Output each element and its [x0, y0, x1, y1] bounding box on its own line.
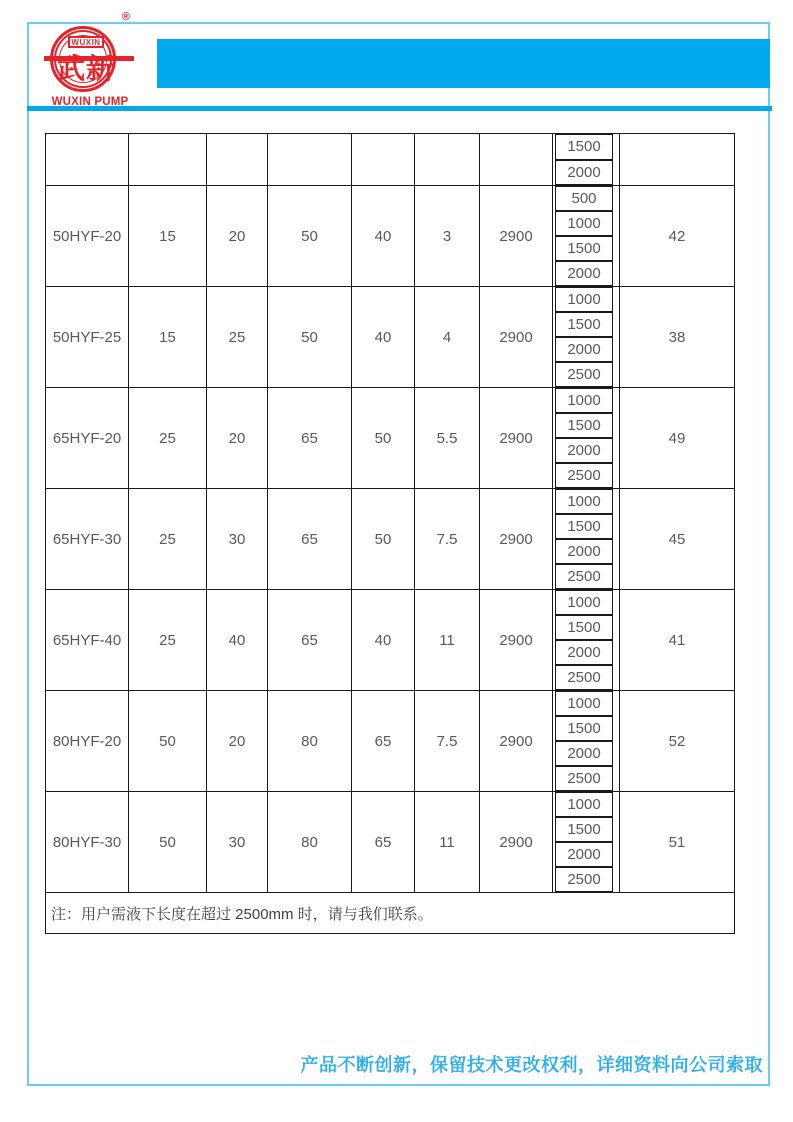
cell-value [129, 134, 207, 185]
cell-depths [553, 590, 620, 690]
cell-model: 80HYF-20 [46, 691, 129, 791]
cell-value [415, 134, 480, 185]
depth-sub-cell: 2000 [555, 539, 613, 564]
depth-sub-cell: 1500 [555, 514, 613, 539]
depth-sub-cell: 2000 [555, 337, 613, 362]
cell-model: 65HYF-20 [46, 388, 129, 488]
cell-weight [620, 134, 734, 185]
cell-value: 2900 [480, 287, 553, 387]
cell-value: 40 [352, 590, 415, 690]
cell-depths [553, 186, 620, 286]
table-row [46, 690, 734, 791]
cell-weight: 49 [668, 429, 686, 447]
depth-sub-cell: 1000 [555, 489, 613, 514]
depth-sub-cell: 1500 [555, 615, 613, 640]
logo-wuxin-box-text: WUXIN [68, 36, 104, 48]
cell-value: 4 [415, 287, 480, 387]
cell-value: 20 [207, 186, 268, 286]
depth-sub-cell: 2000 [555, 160, 613, 186]
depth-sub-cell: 2500 [555, 665, 613, 690]
cell-value: 2900 [480, 489, 553, 589]
cell-value: 11 [415, 792, 480, 892]
depth-sub-cell: 2000 [555, 261, 613, 286]
cell-value: 50 [129, 792, 207, 892]
depth-sub-cell: 1000 [555, 211, 613, 236]
cell-value: 65 [352, 691, 415, 791]
cell-weight: 38 [668, 328, 686, 346]
footer-slogan: 产品不断创新，保留技术更改权利，详细资料向公司索取 [300, 1055, 763, 1075]
cell-value [480, 134, 553, 185]
depth-sub-cell: 2500 [555, 867, 613, 892]
depth-sub-cell: 2500 [555, 362, 613, 387]
depth-sub-cell: 2500 [555, 463, 613, 488]
cell-value: 80 [268, 691, 352, 791]
pump-spec-table [45, 133, 735, 934]
cell-model: 65HYF-30 [46, 489, 129, 589]
cell-model: 50HYF-20 [46, 186, 129, 286]
depth-sub-cell: 2000 [555, 438, 613, 463]
depth-sub-cell: 1000 [555, 388, 613, 413]
cell-model: 50HYF-25 [46, 287, 129, 387]
cell-value: 7.5 [415, 489, 480, 589]
depth-sub-cell: 2000 [555, 640, 613, 665]
wuxin-logo [46, 12, 134, 109]
cell-value: 40 [207, 590, 268, 690]
cell-value: 3 [415, 186, 480, 286]
cell-value: 2900 [480, 186, 553, 286]
cell-value: 2900 [480, 388, 553, 488]
depth-sub-cell: 1500 [555, 413, 613, 438]
cell-weight: 41 [668, 631, 686, 649]
cell-weight: 45 [668, 530, 686, 548]
cell-depths [553, 792, 620, 892]
cell-weight: 42 [668, 227, 686, 245]
depth-sub-cell: 1500 [555, 312, 613, 337]
cell-value: 65 [268, 489, 352, 589]
cell-value: 25 [129, 590, 207, 690]
cell-value [352, 134, 415, 185]
cell-value: 15 [129, 186, 207, 286]
table-row [46, 589, 734, 690]
cell-value: 2900 [480, 792, 553, 892]
cell-value: 30 [207, 792, 268, 892]
depth-sub-cell: 1500 [555, 236, 613, 261]
cell-value: 25 [129, 388, 207, 488]
logo-chinese-text: 武新 [56, 53, 115, 84]
cell-value [268, 134, 352, 185]
table-row [46, 286, 734, 387]
cell-depths [553, 287, 620, 387]
depth-sub-cell: 2000 [555, 842, 613, 867]
depth-sub-cell: 1000 [555, 792, 613, 817]
cell-value: 7.5 [415, 691, 480, 791]
cell-value: 25 [207, 287, 268, 387]
cell-model [46, 134, 129, 185]
depth-sub-cell: 2500 [555, 564, 613, 589]
table-row [46, 134, 734, 185]
cell-weight: 51 [668, 833, 686, 851]
depth-sub-cell: 500 [555, 186, 613, 211]
cell-depths [553, 134, 620, 185]
cell-value: 20 [207, 388, 268, 488]
cell-value: 65 [268, 388, 352, 488]
table-note: 注：用户需液下长度在超过 2500mm 时，请与我们联系。 [46, 892, 734, 933]
logo-caption: WUXIN PUMP [51, 96, 129, 108]
table-rows [46, 134, 734, 892]
depth-sub-cell: 1000 [555, 287, 613, 312]
cell-value: 2900 [480, 590, 553, 690]
cell-value: 11 [415, 590, 480, 690]
cell-value [207, 134, 268, 185]
cell-weight: 52 [668, 732, 686, 750]
cell-value: 25 [129, 489, 207, 589]
depth-sub-cell: 1500 [555, 817, 613, 842]
cell-value: 50 [352, 388, 415, 488]
cell-value: 65 [268, 590, 352, 690]
registered-trademark-icon: ® [121, 11, 130, 23]
cell-value: 50 [268, 186, 352, 286]
cell-value: 30 [207, 489, 268, 589]
cell-value: 2900 [480, 691, 553, 791]
table-row [46, 185, 734, 286]
table-row [46, 387, 734, 488]
depth-sub-cell: 2000 [555, 741, 613, 766]
cell-model: 65HYF-40 [46, 590, 129, 690]
header-banner [157, 39, 770, 88]
cell-value: 40 [352, 186, 415, 286]
depth-sub-cell: 1500 [555, 716, 613, 741]
cell-value: 5.5 [415, 388, 480, 488]
depth-sub-cell: 2500 [555, 766, 613, 791]
table-row [46, 488, 734, 589]
cell-value: 15 [129, 287, 207, 387]
depth-sub-cell: 1000 [555, 590, 613, 615]
table-row [46, 791, 734, 892]
cell-value: 50 [129, 691, 207, 791]
cell-value: 65 [352, 792, 415, 892]
cell-value: 20 [207, 691, 268, 791]
cell-model: 80HYF-30 [46, 792, 129, 892]
cell-value: 80 [268, 792, 352, 892]
depth-sub-cell: 1500 [555, 134, 613, 160]
cell-depths [553, 691, 620, 791]
cell-value: 50 [268, 287, 352, 387]
cell-depths [553, 388, 620, 488]
cell-depths [553, 489, 620, 589]
cell-value: 40 [352, 287, 415, 387]
depth-sub-cell: 1000 [555, 691, 613, 716]
cell-value: 50 [352, 489, 415, 589]
